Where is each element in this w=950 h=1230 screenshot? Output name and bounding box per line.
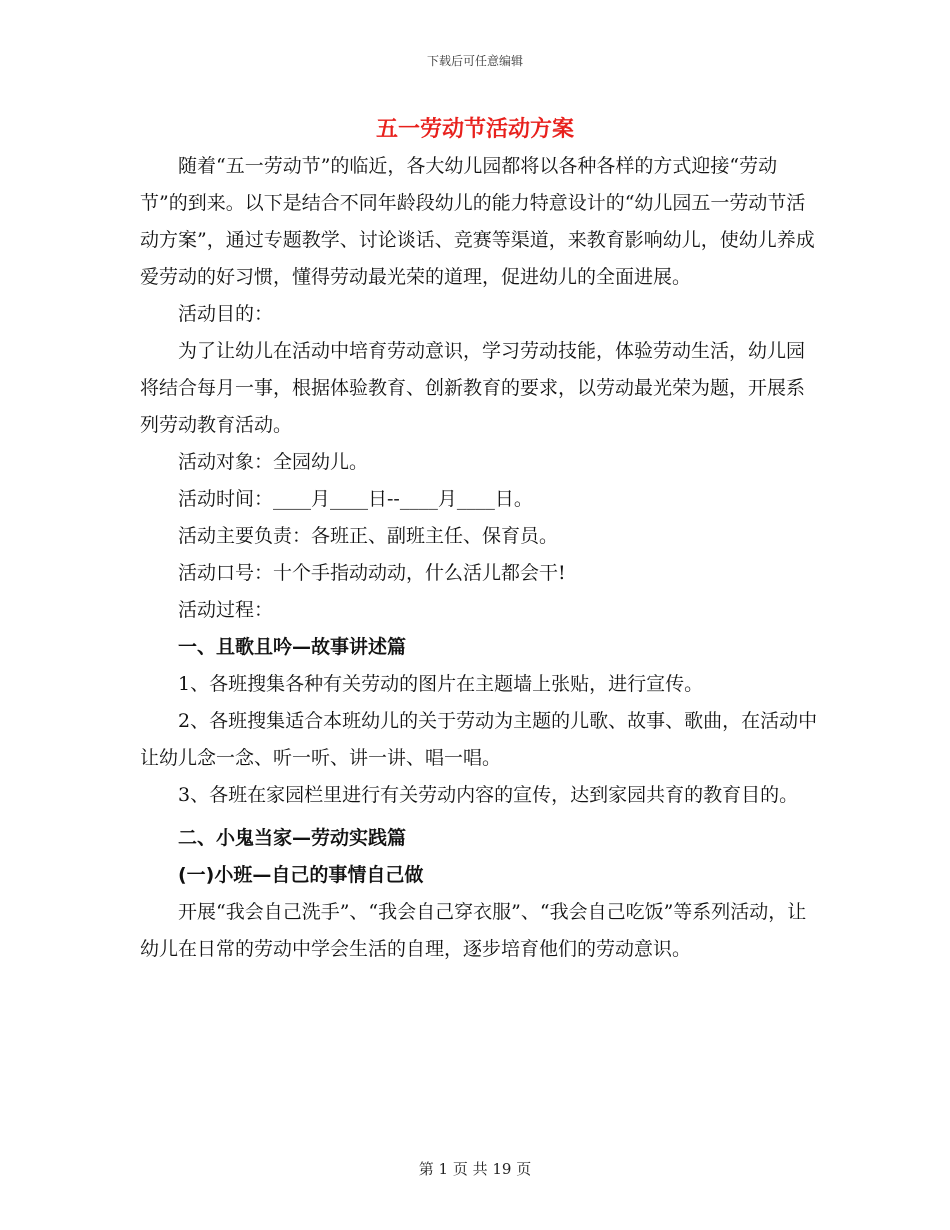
page-number: 第 1 页 共 19 页 [418, 1160, 532, 1178]
target-line: 活动对象：全园幼儿。 [178, 451, 369, 473]
list-item: 1、各班搜集各种有关劳动的图片在主题墙上张贴，进行宣传。 [178, 673, 704, 695]
list-item: 3、各班在家园栏里进行有关劳动内容的宣传，达到家园共育的教育目的。 [178, 784, 799, 806]
subsection-heading: (一)小班—自己的事情自己做 [178, 864, 424, 886]
time-line: 活动时间：____月____日--____月____日。 [178, 488, 533, 510]
section-heading-1: 一、且歌且吟—故事讲述篇 [178, 636, 407, 658]
owner-line: 活动主要负责：各班正、副班主任、保育员。 [178, 525, 559, 547]
header-note: 下载后可任意编辑 [426, 54, 523, 68]
subsection-paragraph: 开展“我会自己洗手”、“我会自己穿衣服”、“我会自己吃饭”等系列活动，让幼儿在日常的劳动中学会生活的自理，逐步培育他们的劳动意识。 [140, 901, 807, 960]
process-label: 活动过程： [178, 599, 274, 621]
goal-paragraph: 为了让幼儿在活动中培育劳动意识，学习劳动技能，体验劳动生活，幼儿园将结合每月一事，根据体验教育、创新教育的要求，以劳动最光荣为题，开展系列劳动教育活动。 [140, 340, 806, 436]
document-body [140, 148, 820, 968]
intro-paragraph: 随着“五一劳动节”的临近，各大幼儿园都将以各种各样的方式迎接“劳动节”的到来。以下是结合不同年龄段幼儿的能力特意设计的“幼儿园五一劳动节活动方案”，通过专题教学、讨论谈话、竞赛等渠道，来教育影响幼儿，使幼儿养成爱劳动的好习惯，懂得劳动最光荣的道理，促进幼儿的全面进展。 [140, 155, 815, 288]
section-heading-2: 二、小鬼当家—劳动实践篇 [178, 827, 407, 849]
goal-label: 活动目的： [178, 303, 274, 325]
list-item: 2、各班搜集适合本班幼儿的关于劳动为主题的儿歌、故事、歌曲，在活动中让幼儿念一念、听一听、讲一讲、唱一唱。 [140, 710, 818, 769]
document-title: 五一劳动节活动方案 [375, 117, 574, 142]
slogan-line: 活动口号：十个手指动动动，什么活儿都会干! [178, 562, 566, 584]
